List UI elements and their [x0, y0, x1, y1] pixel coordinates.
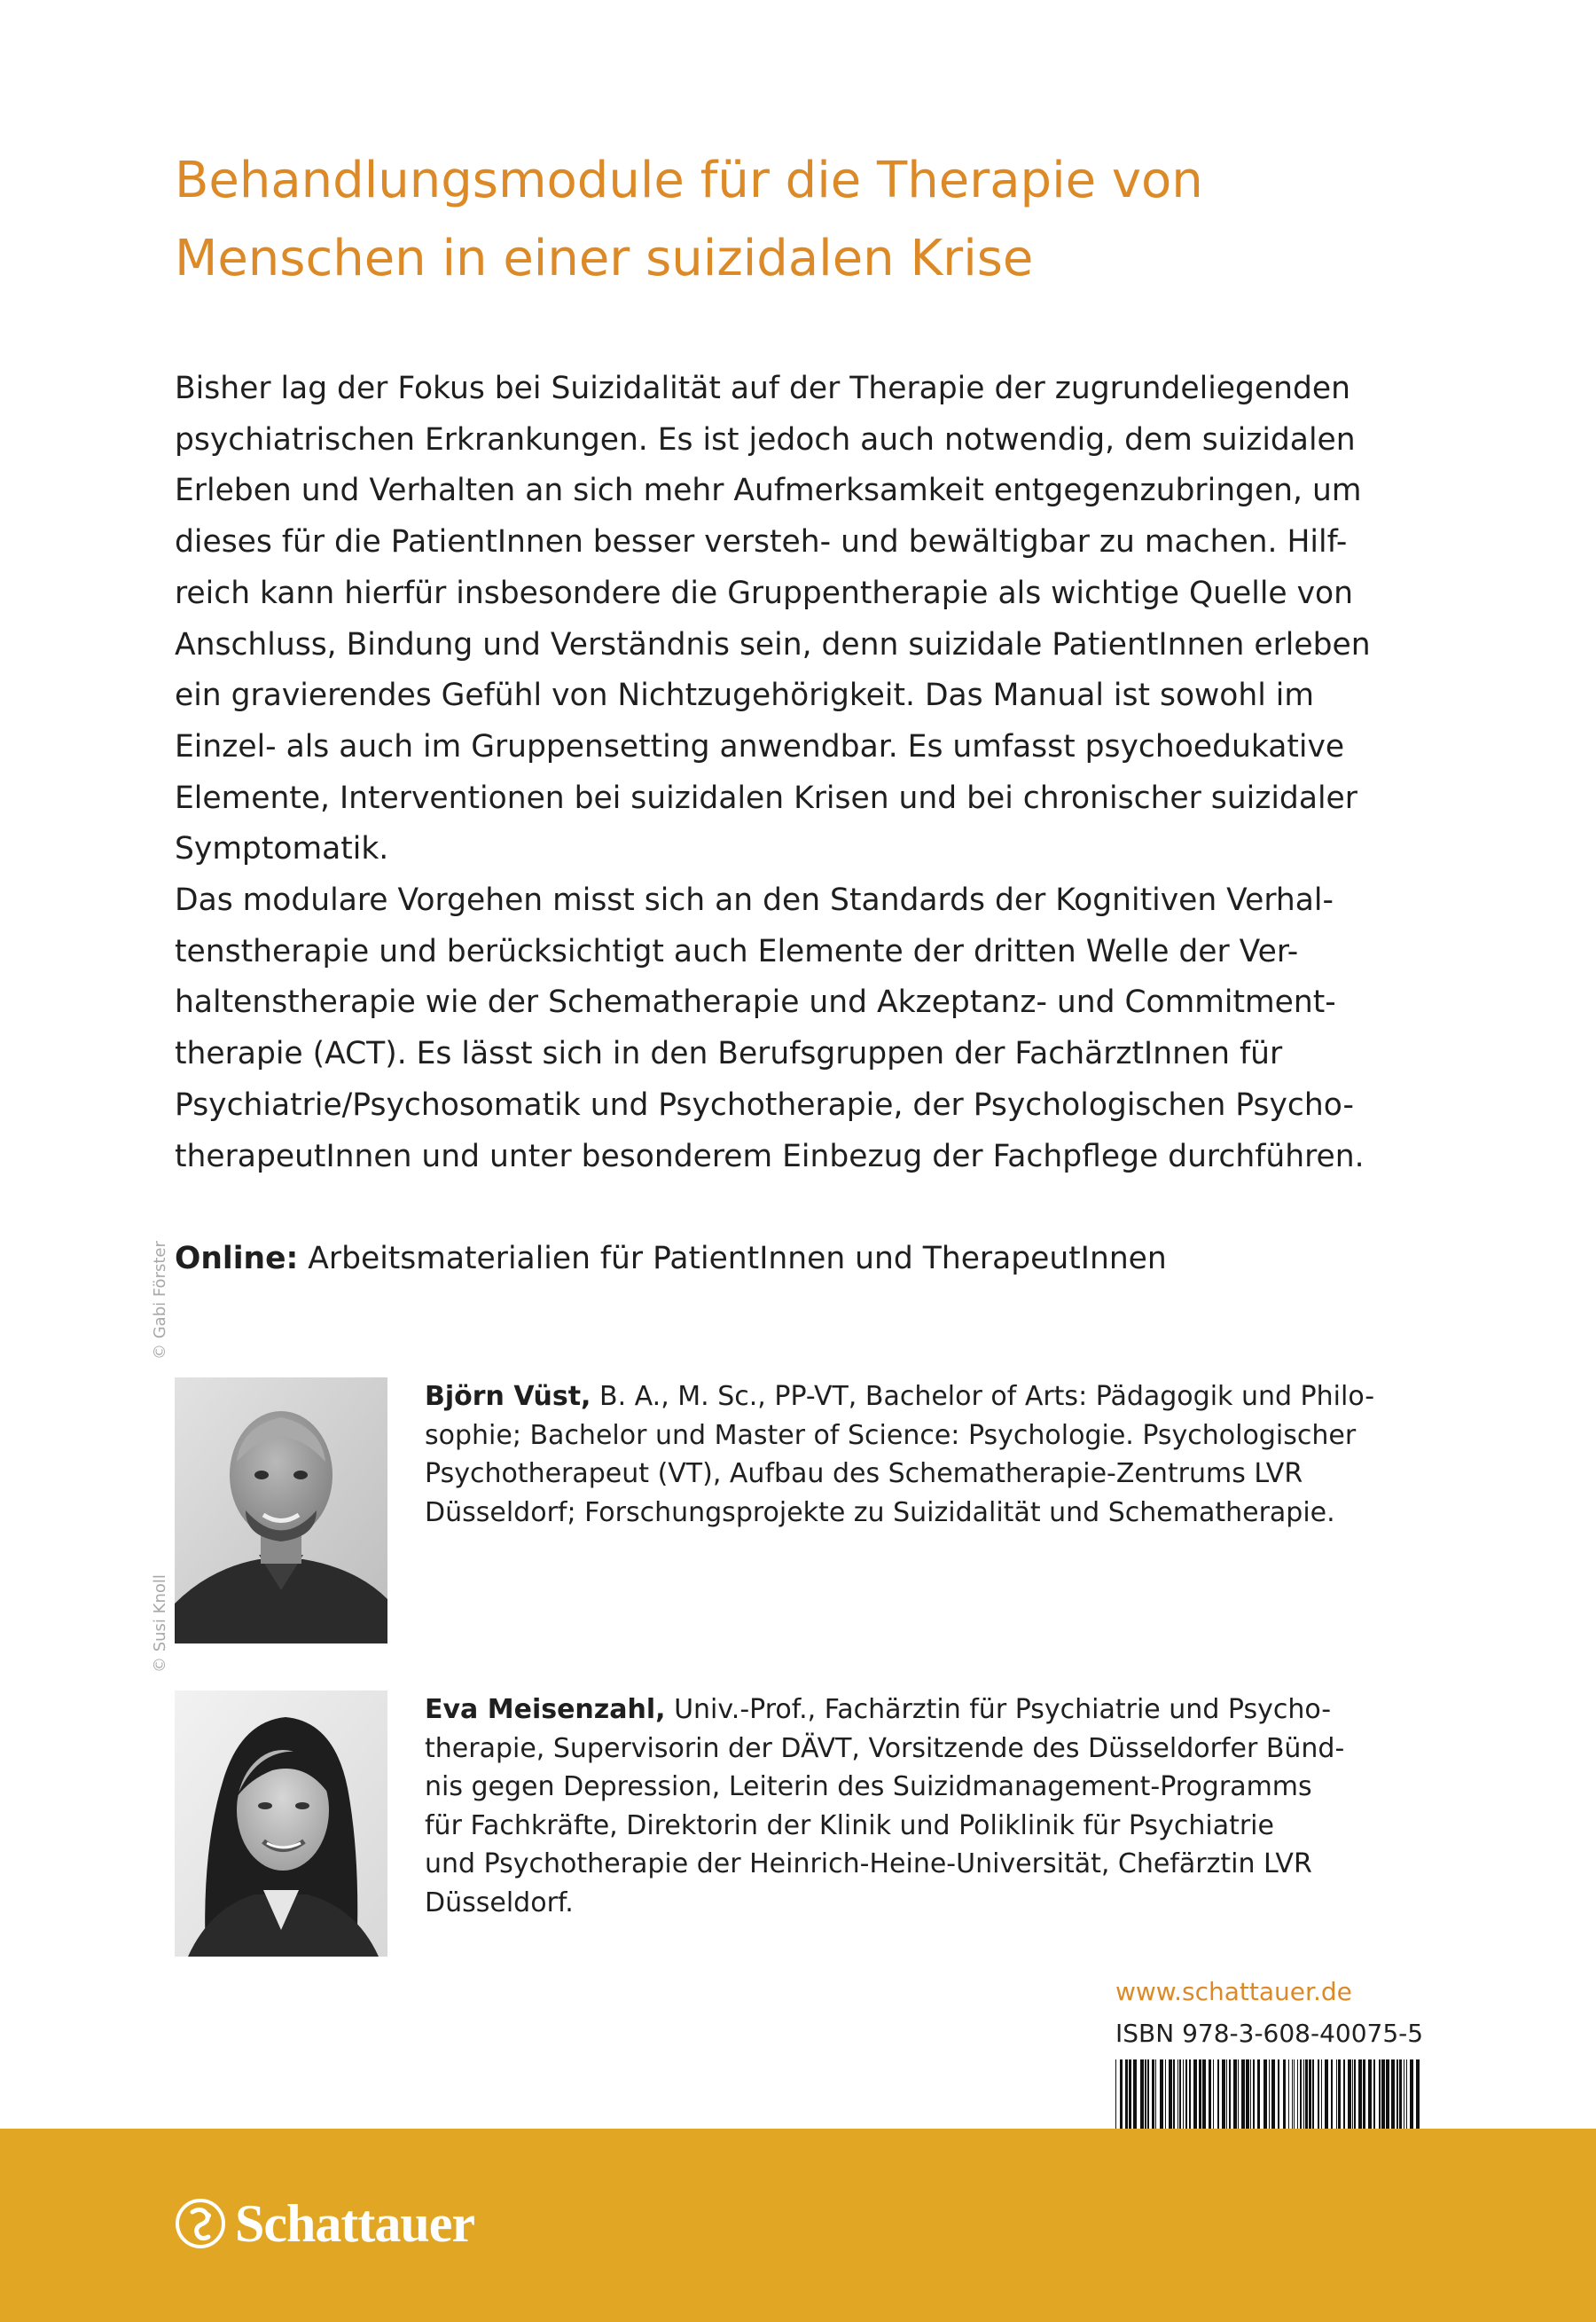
- author-name: Björn Vüst,: [425, 1381, 591, 1412]
- description-line: ein gravierendes Gefühl von Nichtzugehörigkeit. Das Manual ist sowohl im: [175, 678, 1314, 714]
- description-line: therapeutInnen und unter besonderem Einbezug der Fachpflege durchführen.: [175, 1138, 1365, 1174]
- description-line: therapie (ACT). Es lässt sich in den Berufsgruppen der FachärztInnen für: [175, 1036, 1283, 1072]
- barcode-bar: [1368, 2059, 1372, 2129]
- footer-band: [0, 2129, 1596, 2322]
- barcode-bar: [1246, 2059, 1249, 2129]
- bio-line: für Fachkräfte, Direktorin der Klinik und Poliklinik für Psychiatrie: [425, 1809, 1274, 1841]
- online-label: Online:: [175, 1241, 299, 1276]
- barcode-bar: [1213, 2059, 1214, 2129]
- barcode-bar: [1202, 2059, 1206, 2129]
- barcode-bar: [1140, 2059, 1144, 2129]
- barcode-bar: [1343, 2059, 1345, 2129]
- barcode-bar: [1257, 2059, 1260, 2129]
- barcode-bar: [1363, 2059, 1365, 2129]
- barcode-bar: [1288, 2059, 1289, 2129]
- barcode-bar: [1173, 2059, 1175, 2129]
- barcode-bar: [1155, 2059, 1156, 2129]
- barcode-bar: [1229, 2059, 1231, 2129]
- author-name: Eva Meisenzahl,: [425, 1694, 666, 1725]
- barcode-bar: [1297, 2059, 1298, 2129]
- description-line: psychiatrischen Erkrankungen. Es ist jedoch auch notwendig, dem suizidalen: [175, 421, 1356, 458]
- description-line: Anschluss, Bindung und Verständnis sein, denn suizidale PatientInnen erleben: [175, 626, 1371, 663]
- barcode-bar: [1358, 2059, 1362, 2129]
- barcode-bar: [1133, 2059, 1137, 2129]
- headline-line: Menschen in einer suizidalen Krise: [175, 230, 1034, 287]
- barcode-bar: [1125, 2059, 1128, 2129]
- online-text: Arbeitsmaterialien für PatientInnen und TherapeutInnen: [298, 1241, 1167, 1276]
- logo-wordmark: Schattauer: [235, 2194, 474, 2253]
- description-line: Psychiatrie/Psychosomatik und Psychotherapie, der Psychologischen Psycho-: [175, 1086, 1354, 1123]
- photo-credit: © Gabi Förster: [151, 1241, 169, 1360]
- barcode-bar: [1199, 2059, 1201, 2129]
- barcode-bar: [1278, 2059, 1279, 2129]
- barcode-bar: [1396, 2059, 1398, 2129]
- barcode-bar: [1373, 2059, 1375, 2129]
- barcode-bar: [1292, 2059, 1293, 2129]
- barcode-bar: [1331, 2059, 1333, 2129]
- barcode-bar: [1145, 2059, 1146, 2129]
- bio-line: therapie, Supervisorin der DÄVT, Vorsitzende des Düsseldorfer Bünd-: [425, 1732, 1345, 1764]
- barcode-bar: [1165, 2059, 1166, 2129]
- author-photo-vuest: [175, 1377, 387, 1643]
- barcode-bar: [1160, 2059, 1163, 2129]
- barcode-bar: [1253, 2059, 1255, 2129]
- description-line: haltenstherapie wie der Schematherapie und Akzeptanz- und Commitment-: [175, 984, 1336, 1021]
- barcode-bar: [1217, 2059, 1219, 2129]
- barcode-bar: [1152, 2059, 1154, 2129]
- barcode-bar: [1222, 2059, 1225, 2129]
- barcode-bar: [1294, 2059, 1295, 2129]
- barcode-bar: [1336, 2059, 1337, 2129]
- barcode-bar: [1305, 2059, 1308, 2129]
- barcode-bar: [1321, 2059, 1322, 2129]
- barcode-bar: [1193, 2059, 1197, 2129]
- description-line: Symptomatik.: [175, 831, 389, 867]
- barcode-bar: [1379, 2059, 1381, 2129]
- publisher-logo: [175, 2193, 474, 2255]
- barcode-bar: [1354, 2059, 1356, 2129]
- book-headline: [175, 142, 1460, 298]
- barcode-bar: [1381, 2059, 1385, 2129]
- barcode-bar: [1303, 2059, 1304, 2129]
- description-line: Erleben und Verhalten an sich mehr Aufmerksamkeit entgegenzubringen, um: [175, 473, 1362, 509]
- barcode-bar: [1169, 2059, 1172, 2129]
- barcode-bar: [1115, 2059, 1116, 2129]
- description-line: Das modulare Vorgehen misst sich an den Standards der Kognitiven Verhal-: [175, 883, 1334, 919]
- description-line: dieses für die PatientInnen besser versteh- und bewältigbar zu machen. Hilf-: [175, 524, 1348, 561]
- barcode-bar: [1238, 2059, 1239, 2129]
- barcode-bar: [1338, 2059, 1341, 2129]
- bio-line: und Psychotherapie der Heinrich-Heine-Universität, Chefärztin LVR: [425, 1848, 1312, 1879]
- description-line: Elemente, Interventionen bei suizidalen Krisen und bei chronischer suizidaler: [175, 780, 1357, 816]
- barcode-bar: [1283, 2059, 1286, 2129]
- publisher-url[interactable]: www.schattauer.de: [1115, 1977, 1352, 2006]
- barcode-bar: [1325, 2059, 1328, 2129]
- barcode-bar: [1147, 2059, 1149, 2129]
- barcode-bar: [1241, 2059, 1245, 2129]
- isbn-number: ISBN 978-3-608-40075-5: [1115, 2019, 1424, 2048]
- author-bio: Björn Vüst, B. A., M. Sc., PP-VT, Bachelor of Arts: Pädagogik und Philo- sophie; Bachelor und Master of Science: Psychologie. Psychologischer Psychotherapeut (VT), Aufbau des Schematherapie-Zentrums LVR Düsseldorf; Forschungsprojekte zu Suizidalität und Schematherapie.: [425, 1377, 1489, 1532]
- bio-line: Düsseldorf; Forschungsprojekte zu Suizidalität und Schematherapie.: [425, 1496, 1335, 1528]
- barcode-bar: [1250, 2059, 1251, 2129]
- bio-line: sophie; Bachelor und Master of Science: Psychologie. Psychologischer: [425, 1419, 1357, 1451]
- barcode-bar: [1386, 2059, 1389, 2129]
- headline-line: Behandlungsmodule für die Therapie von: [175, 152, 1203, 209]
- barcode-graphic: [1115, 2059, 1421, 2129]
- barcode-bar: [1179, 2059, 1181, 2129]
- portrait-man-image: [175, 1377, 387, 1643]
- barcode-bar: [1300, 2059, 1302, 2129]
- barcode-bar: [1348, 2059, 1351, 2129]
- barcode-bar: [1177, 2059, 1178, 2129]
- barcode-bar: [1209, 2059, 1211, 2129]
- barcode-bar: [1189, 2059, 1191, 2129]
- bio-line: Düsseldorf.: [425, 1887, 574, 1918]
- author-bio: Eva Meisenzahl, Univ.-Prof., Fachärztin für Psychiatrie und Psycho- therapie, Supervisorin der DÄVT, Vorsitzende des Düsseldorfer Bünd- nis gegen Depression, Leiterin des Suizidmanagement-Programms für Fachkräfte, Direktorin der Klinik und Poliklinik für Psychiatrie und Psychotherapie der Heinrich-Heine-Universität, Chefärztin LVR Düsseldorf.: [425, 1691, 1489, 1922]
- barcode-bar: [1233, 2059, 1237, 2129]
- bio-line: nis gegen Depression, Leiterin des Suizidmanagement-Programms: [425, 1771, 1312, 1802]
- barcode-bar: [1391, 2059, 1395, 2129]
- barcode-bar: [1129, 2059, 1131, 2129]
- barcode-bar: [1312, 2059, 1314, 2129]
- description-line: Einzel- als auch im Gruppensetting anwendbar. Es umfasst psychoedukative: [175, 728, 1345, 765]
- barcode-bar: [1271, 2059, 1275, 2129]
- description-line: tenstherapie und berücksichtigt auch Elemente der dritten Welle der Ver-: [175, 933, 1299, 969]
- barcode-bar: [1406, 2059, 1407, 2129]
- photo-credit: © Susi Knoll: [151, 1574, 169, 1673]
- portrait-woman-image: [175, 1691, 387, 1957]
- online-materials-note: [175, 1234, 1460, 1284]
- schattauer-emblem-icon: [175, 2196, 226, 2251]
- barcode-bar: [1269, 2059, 1270, 2129]
- barcode-bar: [1416, 2059, 1420, 2129]
- barcode-bar: [1185, 2059, 1187, 2129]
- barcode: [1115, 2059, 1421, 2129]
- barcode-bar: [1318, 2059, 1319, 2129]
- barcode-bar: [1264, 2059, 1267, 2129]
- bio-line: Psychotherapeut (VT), Aufbau des Schematherapie-Zentrums LVR: [425, 1458, 1303, 1489]
- barcode-bar: [1352, 2059, 1353, 2129]
- barcode-bar: [1399, 2059, 1402, 2129]
- description-line: Bisher lag der Fokus bei Suizidalität auf der Therapie der zugrundeliegenden: [175, 371, 1351, 406]
- description-line: reich kann hierfür insbesondere die Gruppentherapie als wichtige Quelle von: [175, 575, 1353, 611]
- barcode-bar: [1410, 2059, 1413, 2129]
- author-photo-meisenzahl: [175, 1691, 387, 1957]
- barcode-bar: [1120, 2059, 1123, 2129]
- barcode-bar: [1309, 2059, 1311, 2129]
- barcode-bar: [1226, 2059, 1227, 2129]
- description-text: [175, 364, 1460, 1182]
- barcode-bar: [1183, 2059, 1184, 2129]
